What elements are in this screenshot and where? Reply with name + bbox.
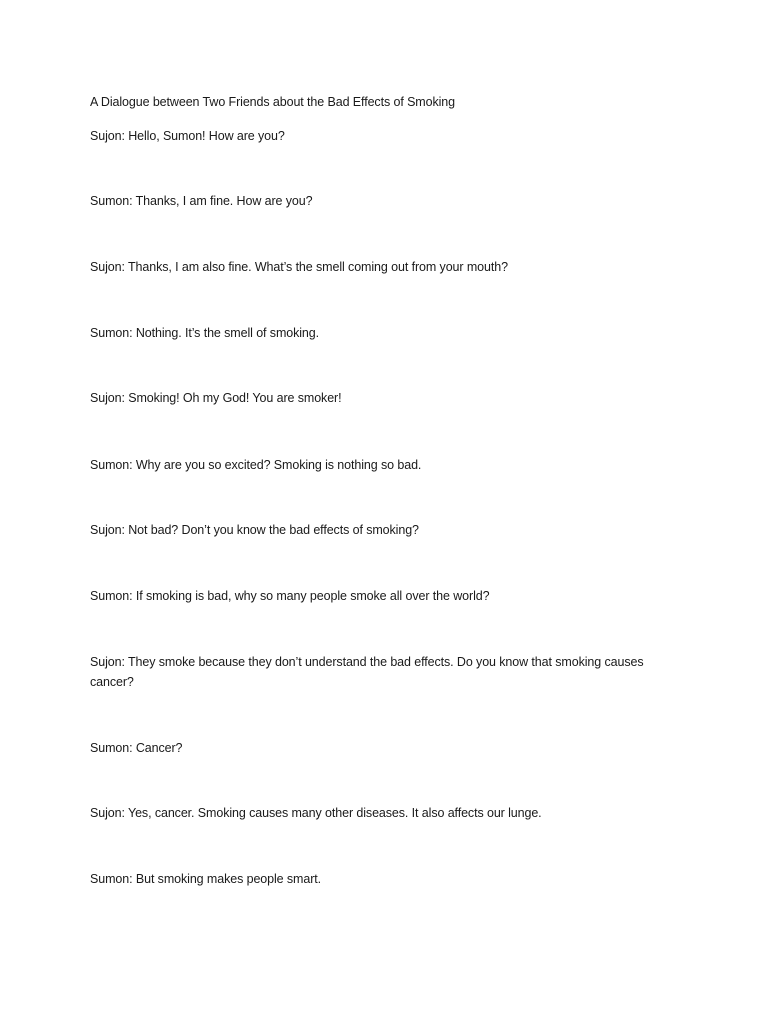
dialogue-line: Sujon: Yes, cancer. Smoking causes many other diseases. It also affects our lunge. xyxy=(90,806,542,820)
document-title: A Dialogue between Two Friends about the Bad Effects of Smoking xyxy=(90,95,455,109)
dialogue-line: Sujon: Hello, Sumon! How are you? xyxy=(90,129,285,143)
dialogue-line: Sumon: Nothing. It’s the smell of smoking. xyxy=(90,326,320,340)
dialogue-line: Sujon: Smoking! Oh my God! You are smoker! xyxy=(90,391,342,405)
dialogue-line: Sumon: But smoking makes people smart. xyxy=(90,872,322,886)
dialogue-line: Sumon: Cancer? xyxy=(90,741,183,755)
dialogue-line: Sumon: Thanks, I am fine. How are you? xyxy=(90,194,313,208)
dialogue-line: Sujon: Not bad? Don’t you know the bad effects of smoking? xyxy=(90,523,419,537)
dialogue-line: Sumon: If smoking is bad, why so many people smoke all over the world? xyxy=(90,589,490,603)
dialogue-line: Sumon: Why are you so excited? Smoking is nothing so bad. xyxy=(90,458,422,472)
dialogue-line: Sujon: Thanks, I am also fine. What’s the smell coming out from your mouth? xyxy=(90,260,508,274)
dialogue-line: Sujon: They smoke because they don’t understand the bad effects. Do you know that smoking causes cancer? xyxy=(90,655,644,689)
